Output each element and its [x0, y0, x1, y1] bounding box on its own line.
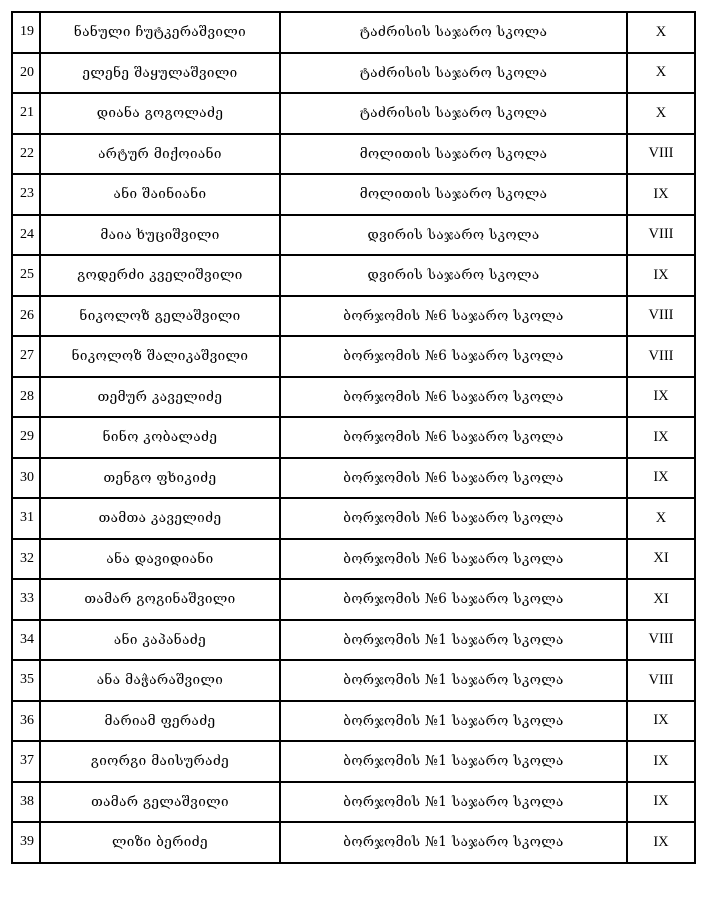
row-number-cell: 39	[12, 822, 40, 863]
grade-cell: VIII	[627, 336, 695, 377]
table-row	[12, 701, 695, 742]
school-name-cell: ბორჯომის №1 საჯარო სკოლა	[280, 782, 627, 823]
grade-cell: X	[627, 12, 695, 53]
row-number-cell: 26	[12, 296, 40, 337]
row-number-cell: 25	[12, 255, 40, 296]
table-row	[12, 458, 695, 499]
row-number-cell: 32	[12, 539, 40, 580]
row-number-cell: 21	[12, 93, 40, 134]
student-name-cell: მაია ხუციშვილი	[40, 215, 280, 256]
school-name-cell: ბორჯომის №6 საჯარო სკოლა	[280, 296, 627, 337]
table-row	[12, 53, 695, 94]
row-number-cell: 23	[12, 174, 40, 215]
table-row	[12, 336, 695, 377]
grade-cell: IX	[627, 458, 695, 499]
school-name-cell: დვირის საჯარო სკოლა	[280, 215, 627, 256]
grade-cell: IX	[627, 701, 695, 742]
student-name-cell: ნიკოლოზ გელაშვილი	[40, 296, 280, 337]
school-name-cell: ბორჯომის №6 საჯარო სკოლა	[280, 498, 627, 539]
row-number-cell: 36	[12, 701, 40, 742]
student-name-cell: არტურ მიქოიანი	[40, 134, 280, 175]
grade-cell: IX	[627, 174, 695, 215]
student-name-cell: მარიამ ფერაძე	[40, 701, 280, 742]
participants-table-body	[12, 12, 695, 863]
row-number-cell: 37	[12, 741, 40, 782]
row-number-cell: 24	[12, 215, 40, 256]
grade-cell: X	[627, 93, 695, 134]
table-row	[12, 134, 695, 175]
row-number-cell: 30	[12, 458, 40, 499]
row-number-cell: 22	[12, 134, 40, 175]
table-row	[12, 296, 695, 337]
table-row	[12, 782, 695, 823]
student-name-cell: თამარ გოგინაშვილი	[40, 579, 280, 620]
school-name-cell: ბორჯომის №6 საჯარო სკოლა	[280, 377, 627, 418]
student-name-cell: თამთა კაველიძე	[40, 498, 280, 539]
school-name-cell: ბორჯომის №6 საჯარო სკოლა	[280, 417, 627, 458]
table-row	[12, 215, 695, 256]
school-name-cell: მოლითის საჯარო სკოლა	[280, 134, 627, 175]
table-row	[12, 417, 695, 458]
student-name-cell: თემურ კაველიძე	[40, 377, 280, 418]
row-number-cell: 33	[12, 579, 40, 620]
school-name-cell: ბორჯომის №6 საჯარო სკოლა	[280, 336, 627, 377]
school-name-cell: ბორჯომის №1 საჯარო სკოლა	[280, 620, 627, 661]
school-name-cell: ბორჯომის №1 საჯარო სკოლა	[280, 701, 627, 742]
school-name-cell: ბორჯომის №6 საჯარო სკოლა	[280, 458, 627, 499]
table-row	[12, 539, 695, 580]
grade-cell: XI	[627, 579, 695, 620]
row-number-cell: 28	[12, 377, 40, 418]
grade-cell: VIII	[627, 134, 695, 175]
table-row	[12, 12, 695, 53]
row-number-cell: 38	[12, 782, 40, 823]
row-number-cell: 35	[12, 660, 40, 701]
participants-table	[11, 11, 696, 864]
school-name-cell: დვირის საჯარო სკოლა	[280, 255, 627, 296]
school-name-cell: ტაძრისის საჯარო სკოლა	[280, 53, 627, 94]
grade-cell: IX	[627, 255, 695, 296]
table-row	[12, 377, 695, 418]
student-name-cell: გიორგი მაისურაძე	[40, 741, 280, 782]
school-name-cell: ბორჯომის №1 საჯარო სკოლა	[280, 822, 627, 863]
school-name-cell: ბორჯომის №1 საჯარო სკოლა	[280, 741, 627, 782]
grade-cell: XI	[627, 539, 695, 580]
student-name-cell: თენგო ფხიკიძე	[40, 458, 280, 499]
table-row	[12, 93, 695, 134]
table-row	[12, 822, 695, 863]
row-number-cell: 31	[12, 498, 40, 539]
table-row	[12, 579, 695, 620]
grade-cell: VIII	[627, 215, 695, 256]
row-number-cell: 29	[12, 417, 40, 458]
table-row	[12, 741, 695, 782]
school-name-cell: ტაძრისის საჯარო სკოლა	[280, 12, 627, 53]
student-name-cell: ანა მაჭარაშვილი	[40, 660, 280, 701]
student-name-cell: გოდერძი კველიშვილი	[40, 255, 280, 296]
student-name-cell: ანა დავიდიანი	[40, 539, 280, 580]
row-number-cell: 34	[12, 620, 40, 661]
grade-cell: IX	[627, 417, 695, 458]
table-row	[12, 174, 695, 215]
student-name-cell: ნინო კობალაძე	[40, 417, 280, 458]
student-name-cell: ელენე შაყულაშვილი	[40, 53, 280, 94]
school-name-cell: ტაძრისის საჯარო სკოლა	[280, 93, 627, 134]
student-name-cell: ლიზი ბერიძე	[40, 822, 280, 863]
school-name-cell: ბორჯომის №6 საჯარო სკოლა	[280, 579, 627, 620]
table-row	[12, 255, 695, 296]
student-name-cell: ნანული ჩუტკერაშვილი	[40, 12, 280, 53]
grade-cell: IX	[627, 377, 695, 418]
row-number-cell: 27	[12, 336, 40, 377]
school-name-cell: მოლითის საჯარო სკოლა	[280, 174, 627, 215]
grade-cell: X	[627, 53, 695, 94]
grade-cell: VIII	[627, 296, 695, 337]
student-name-cell: დიანა გოგოლაძე	[40, 93, 280, 134]
student-name-cell: ანი შაინიანი	[40, 174, 280, 215]
table-row	[12, 620, 695, 661]
student-name-cell: ნიკოლოზ შალიკაშვილი	[40, 336, 280, 377]
row-number-cell: 19	[12, 12, 40, 53]
school-name-cell: ბორჯომის №6 საჯარო სკოლა	[280, 539, 627, 580]
row-number-cell: 20	[12, 53, 40, 94]
table-row	[12, 660, 695, 701]
grade-cell: IX	[627, 822, 695, 863]
student-name-cell: ანი კაპანაძე	[40, 620, 280, 661]
grade-cell: IX	[627, 741, 695, 782]
grade-cell: IX	[627, 782, 695, 823]
grade-cell: VIII	[627, 620, 695, 661]
student-name-cell: თამარ გელაშვილი	[40, 782, 280, 823]
school-name-cell: ბორჯომის №1 საჯარო სკოლა	[280, 660, 627, 701]
grade-cell: X	[627, 498, 695, 539]
grade-cell: VIII	[627, 660, 695, 701]
table-row	[12, 498, 695, 539]
